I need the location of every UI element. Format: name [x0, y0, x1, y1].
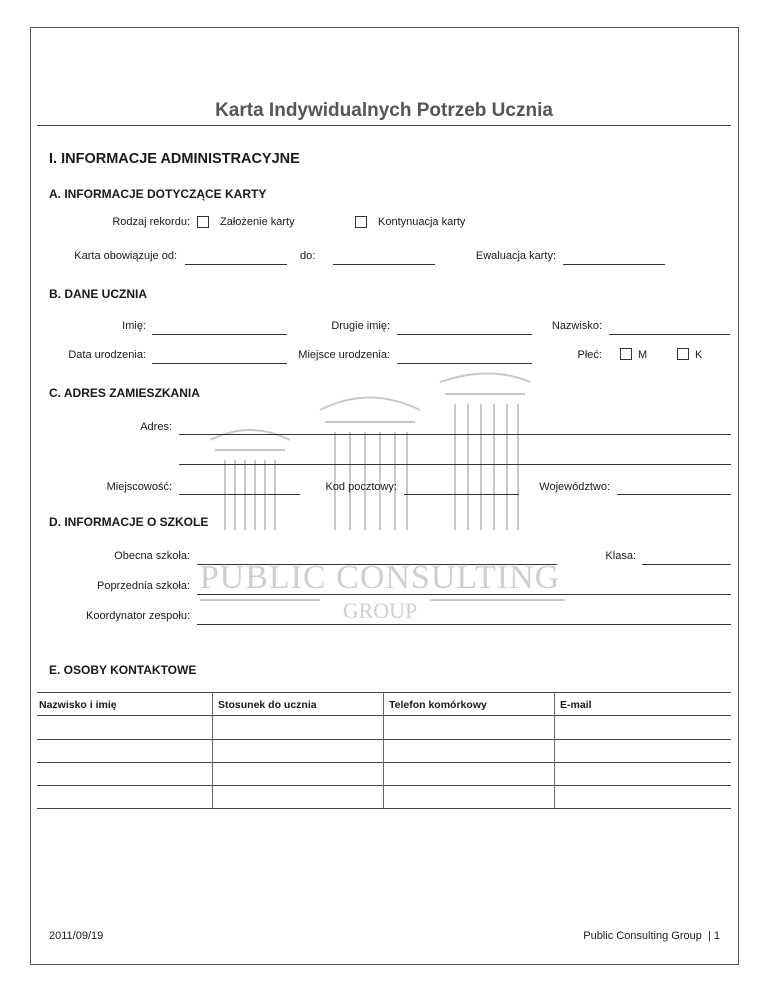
- evaluation-label: Ewaluacja karty:: [475, 250, 556, 262]
- footer-page-number: Public Consulting Group | 1: [583, 930, 720, 942]
- subsection-heading-student-data: B. DANE UCZNIA: [49, 287, 147, 301]
- voivodeship-label: Województwo:: [539, 481, 610, 493]
- footer-date: 2011/09/19: [49, 930, 104, 942]
- valid-from-field[interactable]: [185, 264, 287, 265]
- first-name-field[interactable]: [152, 334, 287, 335]
- table-column-divider: [212, 692, 213, 808]
- valid-to-label: do:: [300, 250, 316, 262]
- column-header-relation: Stosunek do ucznia: [218, 699, 317, 711]
- birth-place-label: Miejsce urodzenia:: [298, 349, 390, 361]
- sex-m-label: M: [638, 349, 648, 361]
- table-row[interactable]: [37, 762, 731, 763]
- current-school-field[interactable]: [197, 564, 557, 565]
- valid-to-field[interactable]: [333, 264, 435, 265]
- subsection-heading-school: D. INFORMACJE O SZKOLE: [49, 515, 209, 529]
- birth-date-label: Data urodzenia:: [68, 349, 146, 361]
- checkbox-new-card[interactable]: [197, 216, 209, 228]
- watermark-text-1: PUBLIC CONSULTING: [199, 559, 561, 596]
- subsection-heading-address: C. ADRES ZAMIESZKANIA: [49, 386, 200, 400]
- checkbox-sex-k[interactable]: [677, 348, 689, 360]
- option-continue-card-label: Kontynuacja karty: [378, 216, 466, 228]
- address-line-2[interactable]: [179, 464, 731, 465]
- class-field[interactable]: [642, 564, 731, 565]
- title-rule: [37, 125, 731, 126]
- address-line-1[interactable]: [179, 434, 731, 435]
- postal-code-field[interactable]: [404, 494, 519, 495]
- checkbox-sex-m[interactable]: [620, 348, 632, 360]
- coordinator-label: Koordynator zespołu:: [86, 610, 190, 622]
- sex-label: Płeć:: [577, 349, 602, 361]
- table-row[interactable]: [37, 715, 731, 716]
- table-column-divider: [383, 692, 384, 808]
- postal-code-label: Kod pocztowy:: [325, 481, 397, 493]
- address-label: Adres:: [140, 421, 172, 433]
- watermark-text-2: GROUP: [342, 598, 418, 623]
- birth-place-field[interactable]: [397, 363, 532, 364]
- previous-school-field[interactable]: [197, 594, 731, 595]
- sex-k-label: K: [695, 349, 703, 361]
- option-new-card-label: Założenie karty: [220, 216, 295, 228]
- middle-name-field[interactable]: [397, 334, 532, 335]
- record-type-label: Rodzaj rekordu:: [112, 216, 190, 228]
- table-column-divider: [554, 692, 555, 808]
- table-row[interactable]: [37, 785, 731, 786]
- subsection-heading-contacts: E. OSOBY KONTAKTOWE: [49, 663, 197, 677]
- valid-from-label: Karta obowiązuje od:: [74, 250, 177, 262]
- contacts-table-top-border: [37, 692, 731, 693]
- voivodeship-field[interactable]: [617, 494, 731, 495]
- subsection-heading-card-info: A. INFORMACJE DOTYCZĄCE KARTY: [49, 187, 267, 201]
- contacts-table-bottom-border: [37, 808, 731, 809]
- first-name-label: Imię:: [122, 320, 146, 332]
- evaluation-field[interactable]: [563, 264, 665, 265]
- coordinator-field[interactable]: [197, 624, 731, 625]
- checkbox-continue-card[interactable]: [355, 216, 367, 228]
- last-name-field[interactable]: [609, 334, 730, 335]
- column-header-phone: Telefon komórkowy: [389, 699, 487, 711]
- column-header-email: E-mail: [560, 699, 592, 711]
- middle-name-label: Drugie imię:: [331, 320, 390, 332]
- page-title: Karta Indywidualnych Potrzeb Ucznia: [215, 100, 553, 121]
- page-frame: [30, 27, 739, 965]
- column-header-name: Nazwisko i imię: [39, 699, 117, 711]
- section-heading-administrative: I. INFORMACJE ADMINISTRACYJNE: [49, 151, 300, 167]
- last-name-label: Nazwisko:: [551, 320, 602, 332]
- birth-date-field[interactable]: [152, 363, 287, 364]
- table-row[interactable]: [37, 739, 731, 740]
- current-school-label: Obecna szkoła:: [114, 550, 190, 562]
- city-field[interactable]: [179, 494, 300, 495]
- previous-school-label: Poprzednia szkoła:: [97, 580, 190, 592]
- class-label: Klasa:: [605, 550, 636, 562]
- city-label: Miejscowość:: [106, 481, 172, 493]
